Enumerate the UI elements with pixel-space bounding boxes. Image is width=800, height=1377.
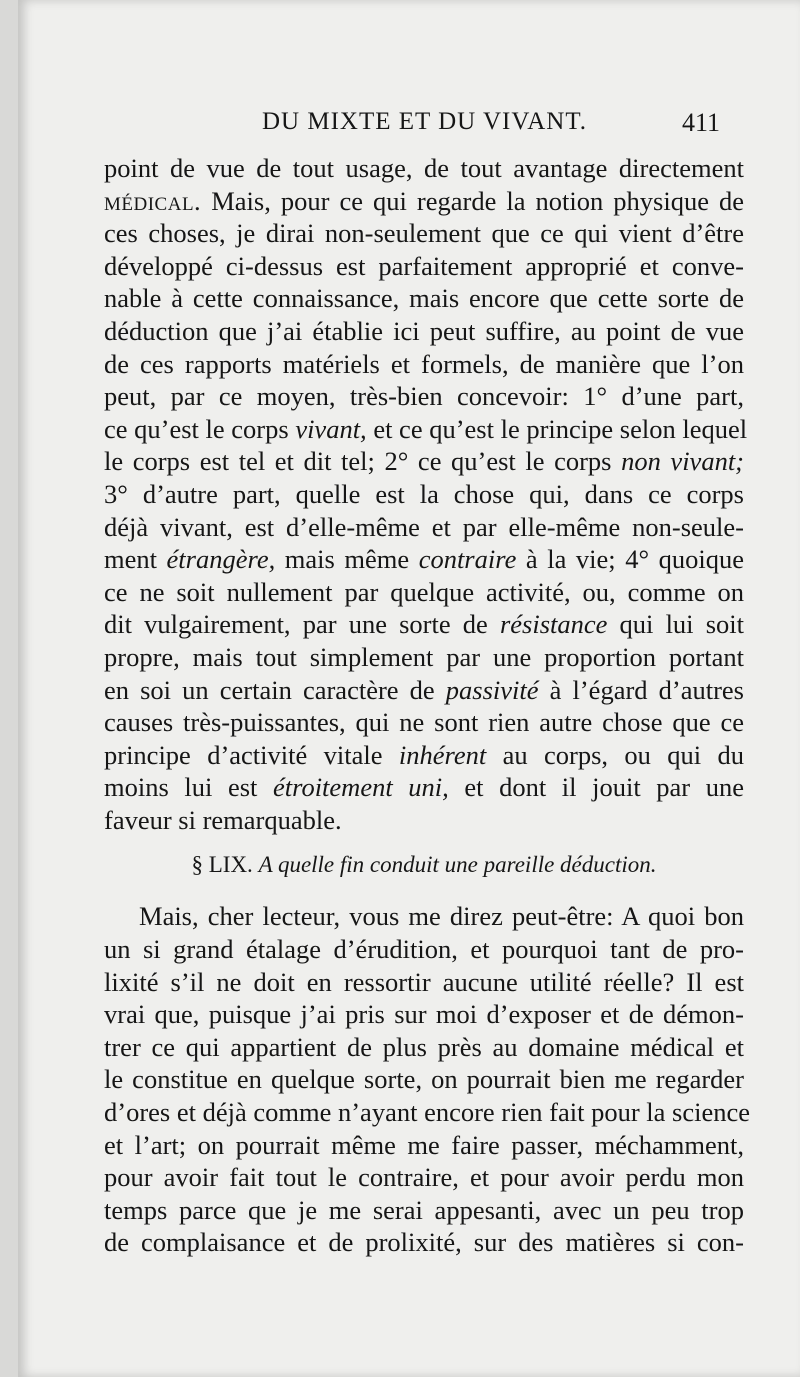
text-line: dit vulgairement, par une sorte de résistance qui lui soit — [104, 609, 744, 640]
text-line: vrai que, puisque j’ai pris sur moi d’exposer et de démon- — [104, 999, 744, 1030]
italic-word: vivant, — [295, 413, 367, 444]
text-line: principe d’activité vitale inhérent au corps, ou qui du — [104, 739, 744, 770]
text-line: Mais, cher lecteur, vous me direz peut-être: A quoi bon — [139, 901, 744, 932]
text-line: lixité s’il ne doit en ressortir aucune utilité réelle? Il est — [104, 966, 744, 997]
paragraph-2 — [104, 900, 750, 1259]
text-line: d’ores et déjà comme n’ayant encore rien fait pour la science — [104, 1097, 750, 1128]
text-line: de ces rapports matériels et formels, de manière que l’on — [104, 348, 744, 379]
text-line: et l’art; on pourrait même me faire passer, méchamment, — [104, 1129, 744, 1160]
page-number: 411 — [682, 108, 721, 137]
text-line: moins lui est étroitement uni, et dont il jouit par une — [104, 772, 744, 803]
text-line: de complaisance et de prolixité, sur des matières si con- — [104, 1227, 744, 1258]
text-line: déduction que j’ai établie ici peut suffire, au point de vue — [104, 315, 744, 346]
text-line: 3° d’autre part, quelle est la chose qui, dans ce corps — [104, 478, 744, 509]
text-line: propre, mais tout simplement par une proportion portant — [104, 641, 744, 672]
italic-word: étrangère, — [166, 544, 276, 575]
text-line: développé ci-dessus est parfaitement approprié et conve- — [104, 250, 744, 281]
text-line: médical. Mais, pour ce qui regarde la notion physique de — [104, 185, 744, 216]
text-line: en soi un certain caractère de passivité à l’égard d’autres — [104, 674, 744, 705]
text-line: ce ne soit nullement par quelque activité, ou, comme on — [104, 576, 744, 607]
text-line: pour avoir fait tout le contraire, et pour avoir perdu mon — [104, 1162, 744, 1193]
italic-word: étroitement uni, — [272, 772, 449, 803]
text-line: ment étrangère, mais même contraire à la vie; 4° quoique — [104, 544, 744, 575]
running-head — [18, 108, 800, 148]
italic-word: contraire — [418, 544, 517, 575]
section-heading — [104, 848, 744, 882]
text-line: point de vue de tout usage, de tout avantage directement — [104, 153, 744, 183]
text-line: nable à cette connaissance, mais encore que cette sorte de — [104, 283, 744, 314]
text-line: faveur si remarquable. — [104, 804, 342, 835]
italic-word: inhérent — [398, 739, 487, 770]
text-line: déjà vivant, est d’elle-même et par elle-même non-seule- — [104, 511, 744, 542]
text-line: le constitue en quelque sorte, on pourrait bien me regarder — [104, 1064, 744, 1095]
text-line: le corps est tel et dit tel; 2° ce qu’est le corps non vivant; — [104, 446, 745, 477]
text-line: temps parce que je me serai appesanti, avec un peu trop — [104, 1194, 744, 1225]
text-block — [104, 152, 750, 1259]
section-number: § LIX. — [191, 852, 253, 878]
section-title: A quelle fin conduit une pareille déduction. — [258, 852, 657, 878]
small-caps-word: médical. — [104, 185, 202, 216]
text-line: ces choses, je dirai non-seulement que ce qui vient d’être — [104, 218, 744, 249]
paragraph-1 — [104, 152, 748, 836]
text-line: causes très-puissantes, qui ne sont rien autre chose que ce — [104, 707, 744, 738]
text-line: ce qu’est le corps vivant, et ce qu’est le principe selon lequel — [104, 413, 748, 444]
text-line: trer ce qui appartient de plus près au domaine médical et — [104, 1031, 744, 1062]
text-line: peut, par ce moyen, très-bien concevoir: 1° d’une part, — [104, 381, 744, 412]
italic-word: non vivant; — [621, 446, 745, 477]
text-line: un si grand étalage d’érudition, et pourquoi tant de pro- — [104, 934, 744, 965]
book-page — [18, 0, 800, 1377]
italic-word: passivité — [445, 674, 539, 705]
running-title: DU MIXTE ET DU VIVANT. — [262, 108, 587, 135]
italic-word: résistance — [499, 609, 608, 640]
